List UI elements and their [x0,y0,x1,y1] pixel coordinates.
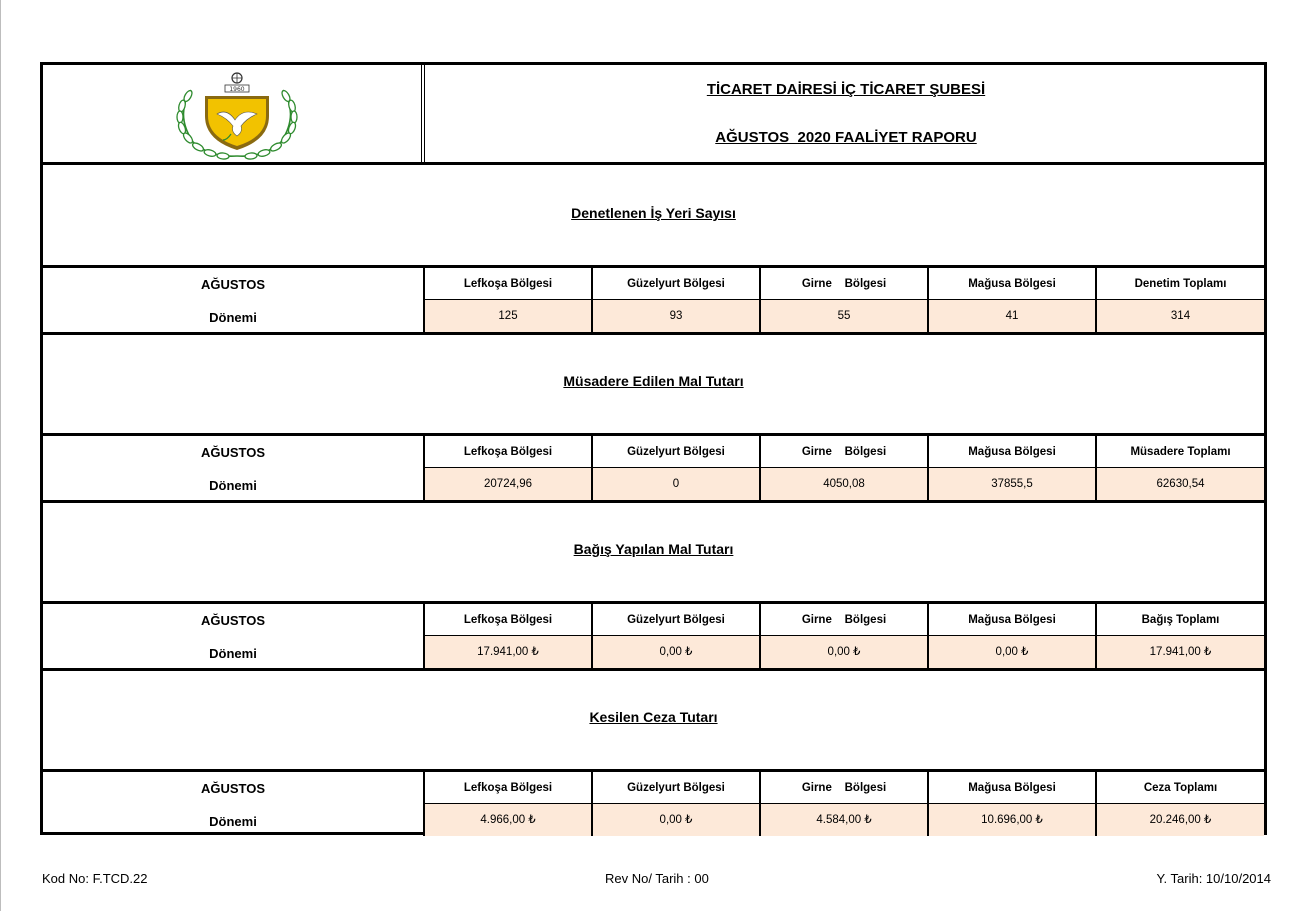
column-value: 17.941,00 ₺ [425,636,591,668]
region-column [761,268,929,332]
region-column [425,604,593,668]
period-cell [43,268,425,332]
column-header: Mağusa Bölgesi [929,436,1095,468]
column-header: Ceza Toplamı [1097,772,1264,804]
column-header: Girne Bölgesi [761,772,927,804]
column-value: 0,00 ₺ [929,636,1095,668]
period-label: Dönemi [209,310,257,325]
region-column [593,436,761,500]
period-label: Dönemi [209,646,257,661]
title-cell [428,65,1264,162]
period-month: AĞUSTOS [200,613,266,628]
total-column [1097,772,1264,836]
column-header: Mağusa Bölgesi [929,268,1095,300]
period-month: AĞUSTOS [200,277,266,292]
section-title-row [43,333,1264,436]
column-header: Müsadere Toplamı [1097,436,1264,468]
region-column [761,604,929,668]
section-data-row [43,436,1264,503]
footer-date: Y. Tarih: 10/10/2014 [1156,871,1271,886]
period-label: Dönemi [209,478,257,493]
total-column [1097,268,1264,332]
column-header: Girne Bölgesi [761,604,927,636]
section-data-row [43,268,1264,335]
column-value: 0,00 ₺ [593,804,759,836]
column-value: 20724,96 [425,468,591,500]
logo-year: 1960 [229,86,245,93]
column-value: 10.696,00 ₺ [929,804,1095,836]
footer-revision: Rev No/ Tarih : 00 [605,871,709,886]
period-cell [43,604,425,668]
column-header: Bağış Toplamı [1097,604,1264,636]
column-value: 0,00 ₺ [593,636,759,668]
column-value: 125 [425,300,591,332]
region-column [929,268,1097,332]
section-title-row [43,669,1264,772]
column-header: Güzelyurt Bölgesi [593,772,759,804]
column-value: 0 [593,468,759,500]
column-header: Mağusa Bölgesi [929,604,1095,636]
column-header: Girne Bölgesi [761,268,927,300]
column-value: 55 [761,300,927,332]
section-title-row [43,501,1264,604]
section-title: Müsadere Edilen Mal Tutarı [563,373,744,389]
page-edge [0,0,1,911]
section-title: Kesilen Ceza Tutarı [589,709,718,725]
column-value: 4.966,00 ₺ [425,804,591,836]
column-value: 37855,5 [929,468,1095,500]
logo-cell [43,65,425,162]
total-column [1097,436,1264,500]
region-column [929,772,1097,836]
report-header [43,65,1264,165]
report-title: AĞUSTOS 2020 FAALİYET RAPORU [715,129,977,146]
footer-code: Kod No: F.TCD.22 [42,871,148,886]
coat-of-arms-icon [171,70,303,160]
column-value: 314 [1097,300,1264,332]
section-data-row [43,604,1264,671]
column-header: Girne Bölgesi [761,436,927,468]
period-label: Dönemi [209,814,257,829]
column-value: 4.584,00 ₺ [761,804,927,836]
section-title-row [43,165,1264,268]
column-header: Güzelyurt Bölgesi [593,268,759,300]
column-header: Mağusa Bölgesi [929,772,1095,804]
region-column [425,772,593,836]
region-column [593,604,761,668]
total-column [1097,604,1264,668]
column-value: 0,00 ₺ [761,636,927,668]
region-column [425,436,593,500]
column-header: Güzelyurt Bölgesi [593,604,759,636]
column-value: 20.246,00 ₺ [1097,804,1264,836]
column-header: Lefkoşa Bölgesi [425,268,591,300]
department-title: TİCARET DAİRESİ İÇ TİCARET ŞUBESİ [706,81,986,98]
activity-report [40,62,1267,835]
section-title: Denetlenen İş Yeri Sayısı [571,205,736,221]
period-month: AĞUSTOS [200,445,266,460]
column-header: Lefkoşa Bölgesi [425,436,591,468]
region-column [425,268,593,332]
section-title: Bağış Yapılan Mal Tutarı [573,541,734,557]
column-header: Lefkoşa Bölgesi [425,604,591,636]
column-header: Güzelyurt Bölgesi [593,436,759,468]
column-value: 93 [593,300,759,332]
column-header: Lefkoşa Bölgesi [425,772,591,804]
region-column [929,436,1097,500]
column-header: Denetim Toplamı [1097,268,1264,300]
section-data-row [43,772,1264,836]
region-column [593,268,761,332]
region-column [761,772,929,836]
region-column [593,772,761,836]
region-column [761,436,929,500]
column-value: 4050,08 [761,468,927,500]
column-value: 62630,54 [1097,468,1264,500]
column-value: 41 [929,300,1095,332]
period-month: AĞUSTOS [200,781,266,796]
region-column [929,604,1097,668]
period-cell [43,772,425,836]
column-value: 17.941,00 ₺ [1097,636,1264,668]
period-cell [43,436,425,500]
